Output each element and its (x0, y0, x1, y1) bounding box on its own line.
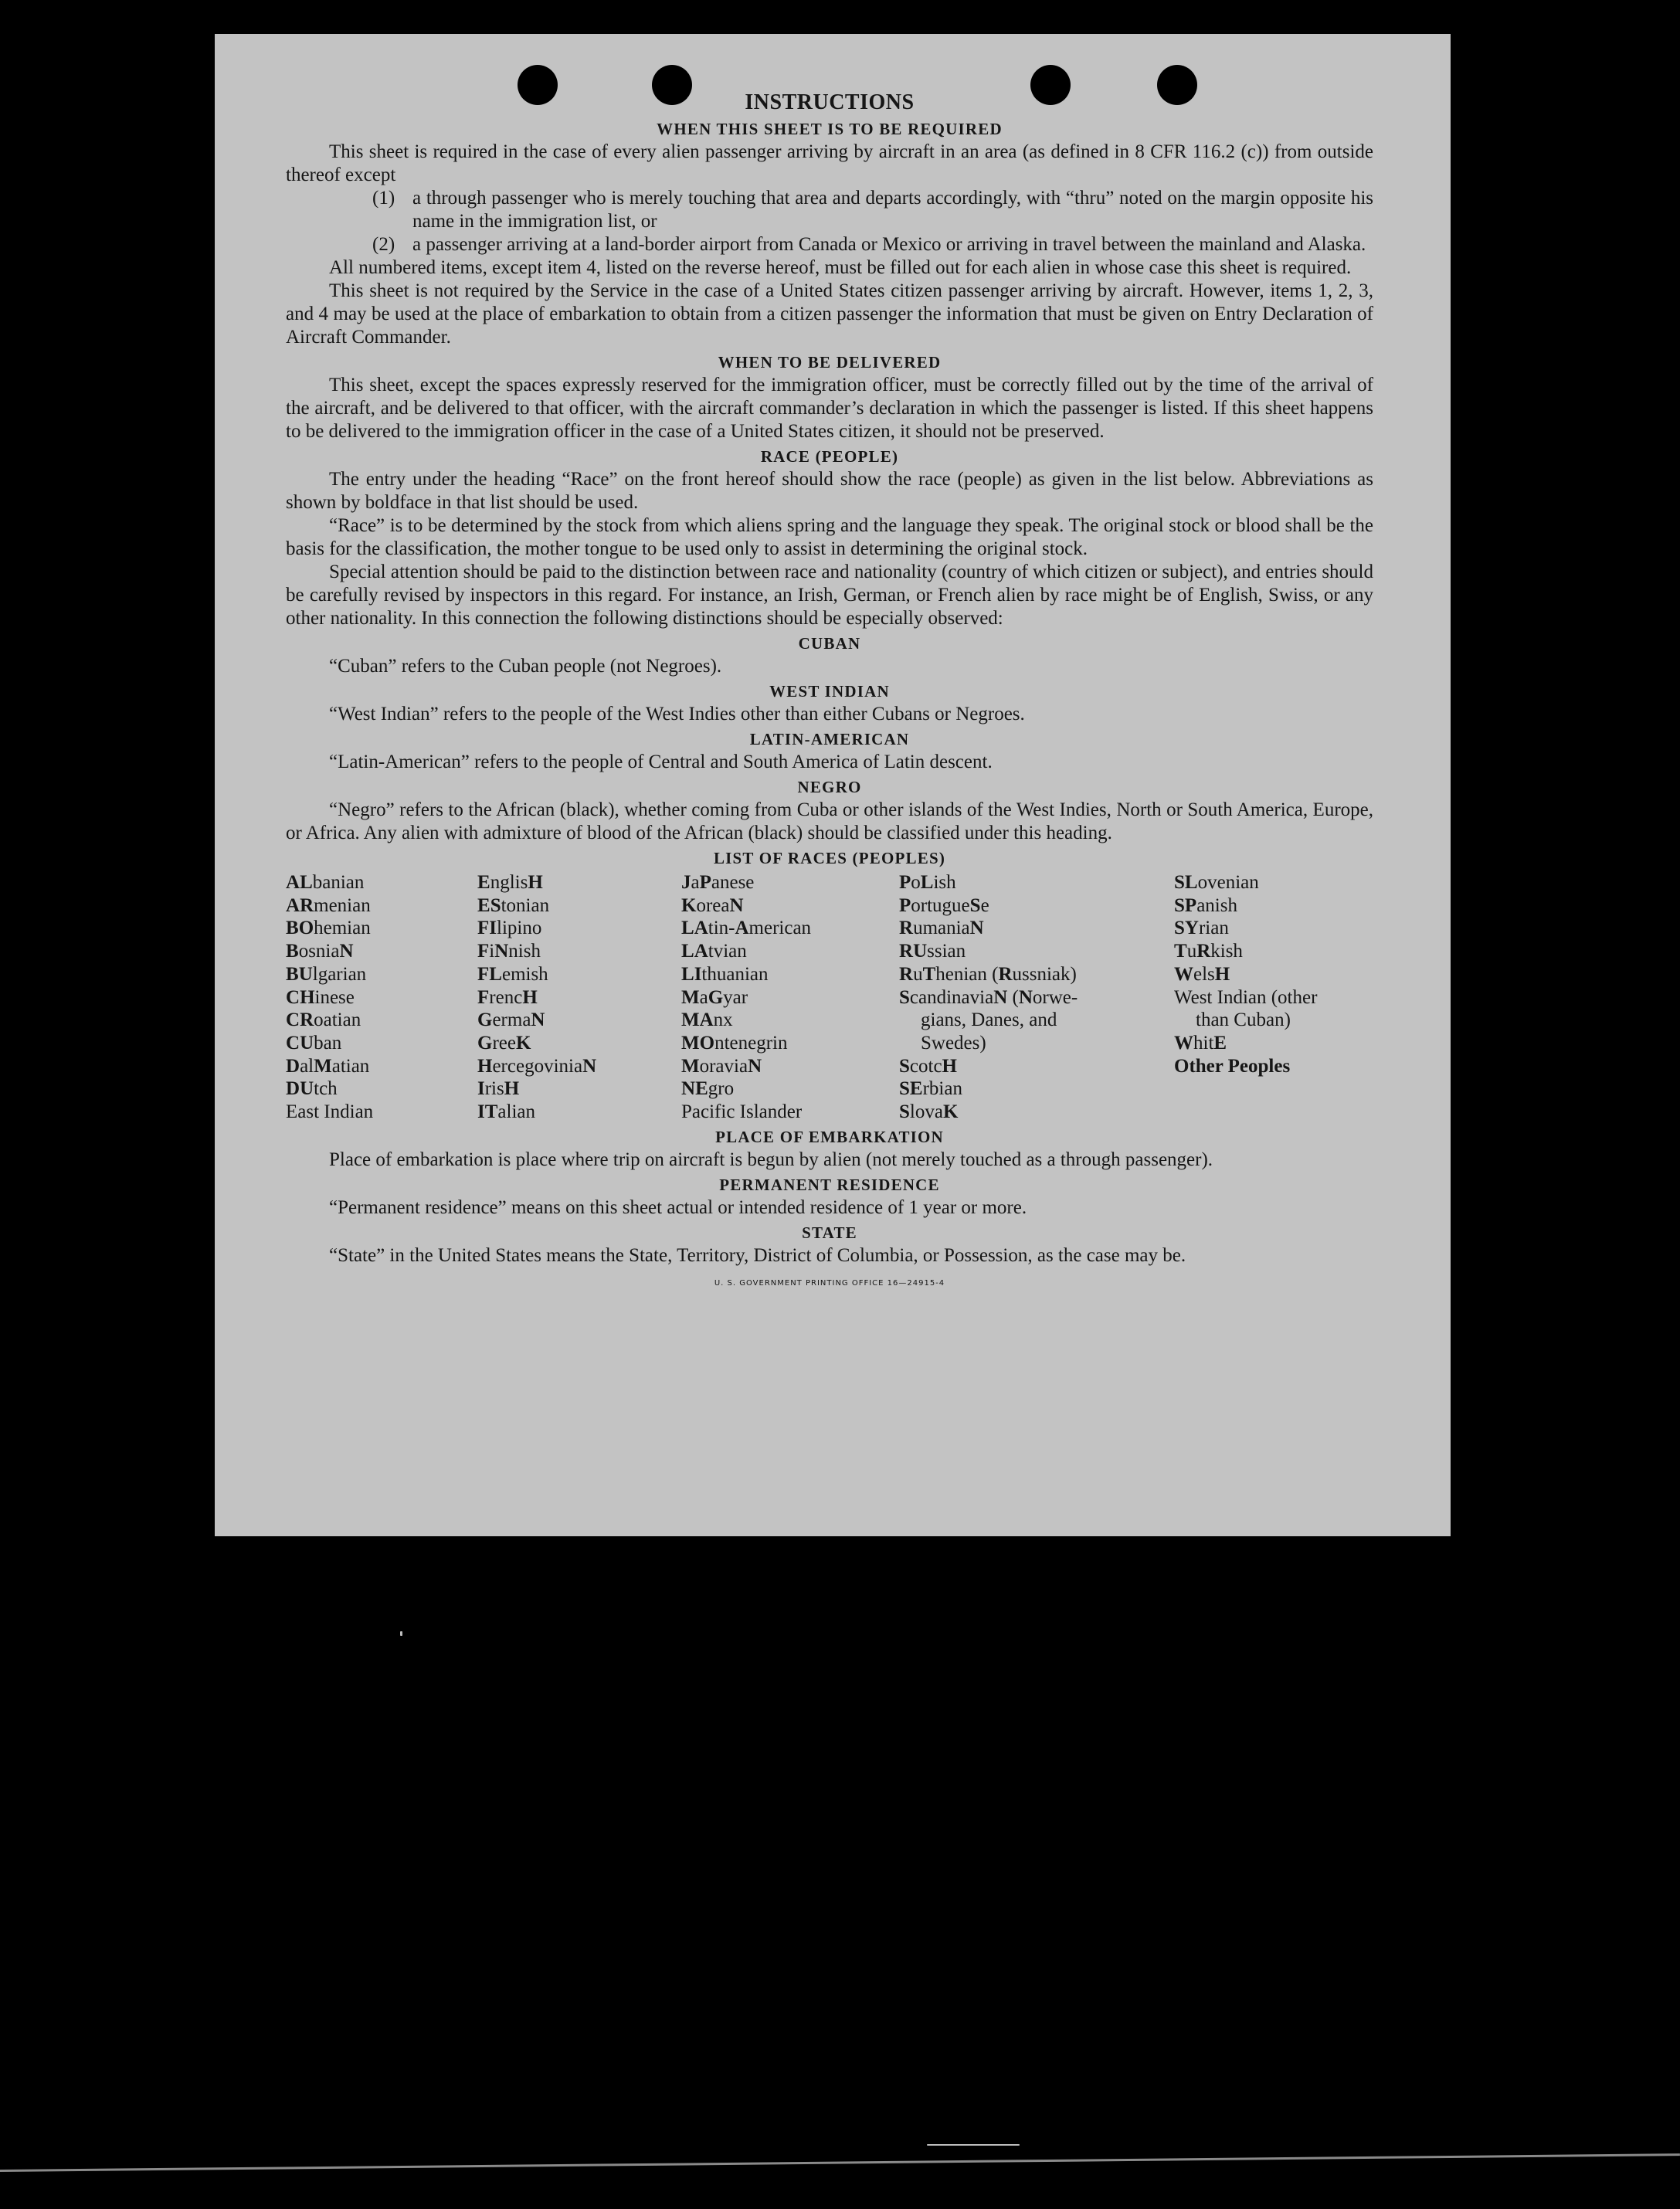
list-item (372, 233, 1373, 256)
printer-imprint: U. S. GOVERNMENT PRINTING OFFICE 16—24915-4 (714, 1278, 945, 1288)
race-entry: TuRkish (1174, 941, 1243, 962)
race-entry: GermaN (477, 1009, 545, 1031)
race-entry: FLemish (477, 963, 548, 985)
paragraph: “Latin-American” refers to the people of Central and South America of Latin descent. (329, 752, 993, 772)
paragraph: Place of embarkation is place where trip on aircraft is begun by alien (not merely touched as a through passenger). (329, 1149, 1213, 1170)
race-entry: EStonian (477, 894, 550, 916)
section-heading: PLACE OF EMBARKATION (715, 1127, 944, 1146)
section-heading: CUBAN (798, 634, 861, 653)
paragraph: This sheet is required in the case of every alien passenger arriving by aircraft in an area (as defined in 8 CFR 116.2 (c)) from outside thereof except (286, 141, 1373, 185)
race-entry: PortugueSe (899, 894, 989, 916)
race-entry: EnglisH (477, 872, 543, 893)
race-entry: ALbanian (286, 872, 365, 893)
item-text: a through passenger who is merely touching that area and departs accordingly, with “thru” noted on the margin opposite his name in the immigration list, or (412, 188, 1373, 232)
race-entry: DUtch (286, 1078, 338, 1100)
race-entry: LAtvian (681, 941, 747, 962)
section-heading: NEGRO (797, 778, 862, 796)
race-entry: LAtin-American (681, 918, 812, 939)
races-column (899, 871, 1174, 1124)
item-number: (2) (372, 234, 395, 255)
paragraph: All numbered items, except item 4, listed on the reverse hereof, must be filled out for each alien in whose case this sheet is required. (329, 257, 1352, 278)
race-entry: FrencH (477, 986, 538, 1008)
race-entry: MaGyar (681, 986, 748, 1008)
paragraph: “Negro” refers to the African (black), whether coming from Cuba or other islands of the West Indies, North or South America, Europe, or Africa. Any alien with admixture of blood of the African (black) should be classified under this heading. (286, 799, 1373, 843)
scan-speck (927, 2144, 1020, 2146)
race-entry: ITalian (477, 1101, 536, 1123)
race-entry: DalMatian (286, 1055, 370, 1077)
race-entry: MAnx (681, 1009, 733, 1031)
race-entry: RumaniaN (899, 918, 984, 939)
race-entry: GreeK (477, 1032, 531, 1054)
race-entry: ScotcH (899, 1055, 957, 1077)
paragraph: This sheet is not required by the Service in the case of a United States citizen passenger arriving by aircraft. However, items 1, 2, 3, and 4 may be used at the place of embarkation to obtain from a citizen passenger the information that must be given on Entry Declaration of Aircraft Commander. (286, 280, 1373, 348)
list-item (372, 187, 1373, 233)
race-entry: LIthuanian (681, 963, 769, 985)
paragraph: Special attention should be paid to the distinction between race and nationality (country of which citizen or subject), and entries should be carefully revised by inspectors in this regard. For instance, an Irish, German, or French alien by race might be of English, Swiss, or any other nationality. In this connection the following distinctions should be especially observed: (286, 562, 1373, 629)
race-entry: SLovenian (1174, 872, 1259, 893)
paragraph: “Race” is to be determined by the stock from which aliens spring and the language they speak. The original stock or blood shall be the basis for the classification, the mother tongue to be used only to assist in determining the original stock. (286, 515, 1373, 559)
race-entry: BUlgarian (286, 963, 367, 985)
race-entry: SErbian (899, 1078, 962, 1100)
race-entry: WelsH (1174, 963, 1230, 985)
races-column (681, 871, 899, 1124)
race-entry: East Indian (286, 1101, 374, 1123)
race-entry: BOhemian (286, 918, 371, 939)
races-column (1174, 871, 1373, 1124)
page-title: INSTRUCTIONS (745, 90, 915, 114)
race-entry: KoreaN (681, 894, 744, 916)
section-heading: STATE (802, 1223, 857, 1242)
race-entry: CUban (286, 1032, 342, 1054)
race-entry: NEgro (681, 1078, 735, 1100)
document-page (215, 34, 1451, 1536)
races-list (286, 871, 1373, 1124)
race-entry: SlovaK (899, 1101, 959, 1123)
section-heading: RACE (PEOPLE) (760, 447, 899, 466)
instructions-content (286, 90, 1373, 1295)
race-entry: RuThenian (Russniak) (899, 963, 1077, 985)
race-entry: BosniaN (286, 941, 354, 962)
paragraph: This sheet, except the spaces expressly reserved for the immigration officer, must be correctly filled out by the time of the arrival of the aircraft, and be delivered to that officer, with the aircraft commander’s declaration in which the passenger is listed. If this sheet happens to be delivered to the immigration officer in the case of a United States citizen, it should not be preserved. (286, 375, 1373, 442)
paragraph: The entry under the heading “Race” on the front hereof should show the race (people) as given in the list below. Abbreviations as shown by boldface in that list should be used. (286, 469, 1373, 513)
races-column (286, 871, 477, 1124)
race-entry: West Indian (other (1174, 986, 1318, 1008)
paragraph: “Cuban” refers to the Cuban people (not Negroes). (329, 656, 722, 677)
section-heading: LATIN-AMERICAN (749, 730, 910, 748)
race-entry: CHinese (286, 986, 355, 1008)
race-entry: Pacific Islander (681, 1101, 803, 1123)
race-entry: SYrian (1174, 918, 1229, 939)
race-entry: HercegoviniaN (477, 1055, 597, 1077)
race-entry: MoraviaN (681, 1055, 762, 1077)
paragraph: “West Indian” refers to the people of the West Indies other than either Cubans or Negroes. (329, 704, 1025, 724)
race-entry: MOntenegrin (681, 1032, 788, 1054)
race-entry: gians, Danes, and (921, 1009, 1057, 1031)
race-entry: ScandinaviaN (Norwe- (899, 986, 1078, 1008)
race-entry: JaPanese (681, 872, 755, 893)
race-entry: ARmenian (286, 894, 371, 916)
race-entry: CRoatian (286, 1009, 361, 1031)
race-entry: RUssian (899, 941, 966, 962)
section-heading: LIST OF RACES (PEOPLES) (713, 849, 946, 867)
section-heading: WHEN TO BE DELIVERED (718, 353, 942, 372)
race-entry: WhitE (1174, 1032, 1227, 1054)
race-entry: than Cuban) (1196, 1009, 1291, 1031)
race-entry: Swedes) (921, 1032, 986, 1054)
race-entry: PoLish (899, 872, 956, 893)
section-heading: PERMANENT RESIDENCE (719, 1175, 940, 1194)
section-heading: WHEN THIS SHEET IS TO BE REQUIRED (657, 120, 1003, 138)
paragraph: “State” in the United States means the State, Territory, District of Columbia, or Possession, as the case may be. (329, 1244, 1186, 1266)
section-heading: WEST INDIAN (769, 682, 890, 701)
race-entry: IrisH (477, 1078, 520, 1100)
race-entry: FIlipino (477, 918, 542, 939)
item-text: a passenger arriving at a land-border airport from Canada or Mexico or arriving in travel between the mainland and Alaska. (412, 234, 1366, 255)
race-entry: SPanish (1174, 894, 1237, 916)
paragraph: “Permanent residence” means on this sheet actual or intended residence of 1 year or more. (329, 1196, 1027, 1218)
race-entry: Other Peoples (1174, 1055, 1291, 1077)
races-column (477, 871, 681, 1124)
scanner-edge-line (0, 2153, 1680, 2172)
race-entry: FiNnish (477, 941, 541, 962)
scan-speck (400, 1631, 402, 1636)
item-number: (1) (372, 188, 395, 209)
